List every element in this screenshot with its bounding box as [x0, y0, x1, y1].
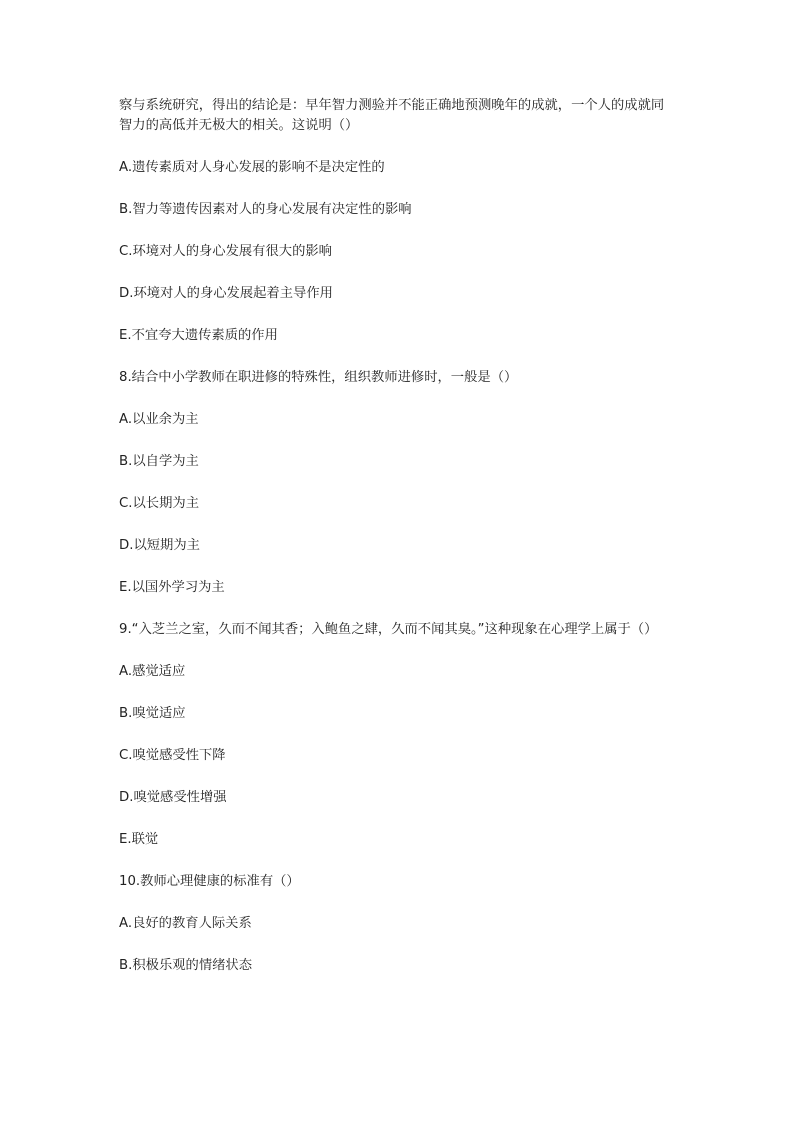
q9-option-c: C.嗅觉感受性下降: [119, 748, 226, 763]
q9-option-b: B.嗅觉适应: [119, 706, 186, 721]
question-7-stem-continuation: 察与系统研究，得出的结论是：早年智力测验并不能正确地预测晚年的成就，一个人的成就同智力的高低并无极大的相关。这说明（）: [119, 98, 665, 133]
q8-option-c: C.以长期为主: [119, 496, 199, 511]
q7-option-c: C.环境对人的身心发展有很大的影响: [119, 244, 332, 259]
q10-option-b: B.积极乐观的情绪状态: [119, 958, 253, 973]
q7-option-b: B.智力等遗传因素对人的身心发展有决定性的影响: [119, 202, 412, 217]
q8-option-b: B.以自学为主: [119, 454, 199, 469]
question-8-stem: 8.结合中小学教师在职进修的特殊性，组织教师进修时，一般是（）: [119, 370, 518, 385]
q9-option-a: A.感觉适应: [119, 664, 186, 679]
q8-option-e: E.以国外学习为主: [119, 580, 225, 595]
question-10-stem: 10.教师心理健康的标准有（）: [119, 874, 300, 889]
q9-option-d: D.嗅觉感受性增强: [119, 790, 227, 805]
q8-option-a: A.以业余为主: [119, 412, 199, 427]
q7-option-d: D.环境对人的身心发展起着主导作用: [119, 286, 333, 301]
q8-option-d: D.以短期为主: [119, 538, 200, 553]
q7-option-a: A.遗传素质对人身心发展的影响不是决定性的: [119, 160, 385, 175]
q7-option-e: E.不宜夸大遗传素质的作用: [119, 328, 278, 343]
q10-option-a: A.良好的教育人际关系: [119, 916, 252, 931]
q9-option-e: E.联觉: [119, 832, 159, 847]
document-page: [119, 96, 674, 998]
question-9-stem: 9.“入芝兰之室，久而不闻其香；入鲍鱼之肆，久而不闻其臭。”这种现象在心理学上属于（）: [119, 622, 658, 637]
